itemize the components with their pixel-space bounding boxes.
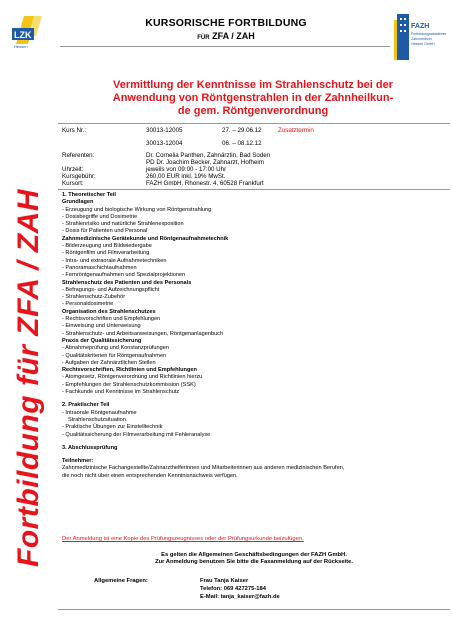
svg-text:Hessen: Hessen — [14, 44, 28, 49]
time-label: Uhrzeit: — [62, 166, 84, 173]
curriculum-item: - Qualitätssicherung der Filmverarbeitung mit Fehleranalyse — [62, 431, 211, 438]
svg-text:Zahnmedizin: Zahnmedizin — [411, 37, 432, 41]
curriculum-heading: 3. Abschlussprüfung — [62, 444, 118, 451]
subtitle-prefix: FÜR — [197, 35, 210, 41]
course-date: 06. – 08.12.12 — [222, 140, 262, 147]
curriculum-item: - Personaldosimetrie — [62, 301, 114, 308]
headline-line: Vermittlung der Kenntnisse im Strahlenschutz bei der — [113, 79, 393, 91]
details-divider — [58, 189, 450, 190]
speaker-1: Dr. Cornelia Panthen, Zahnärztin, Bad Soden — [146, 152, 271, 159]
curriculum-item: Strahlenschutzsituation — [68, 416, 126, 423]
curriculum-item: - Fernröntgenaufnahmen und Spezialprojektionen — [62, 272, 186, 279]
svg-text:FAZH: FAZH — [411, 23, 430, 30]
curriculum-item: - Rechtsvorschriften und Empfehlungen — [62, 316, 161, 323]
contact-email[interactable]: E-Mail: tanja_kaiser@fazh.de — [200, 594, 280, 600]
course-headline — [58, 79, 448, 118]
curriculum-item: Zahnmedizinische Fachangestellte/Zahnarzthelferinnen und Mitarbeiterinnen aus anderen medizinischen Berufen, — [62, 465, 345, 472]
curriculum-item: - Erzeugung und biologische Wirkung von Röntgenstrahlung — [62, 206, 212, 213]
curriculum-item: - Aufgaben der Zahnärztlichen Stellen — [62, 359, 156, 366]
curriculum-heading: Strahlenschutz des Patienten und des Personals — [62, 279, 192, 286]
curriculum-heading: Praxis der Qualitätssicherung — [62, 337, 142, 344]
curriculum-item: - Fachkunde und Kenntnisse im Strahlenschutz — [62, 389, 180, 396]
registration-line: Zur Anmeldung benutzen Sie bitte die Faxanmeldung auf der Rückseite. — [155, 559, 353, 565]
contact-phone: Telefon: 069 427275-184 — [200, 586, 266, 592]
curriculum-item: - Strahlenschutz- und Arbeitsanweisungen, Röntgenanlagenbuch — [62, 330, 224, 337]
curriculum-heading: Rechtsvorschriften, Richtlinien und Empfehlungen — [62, 367, 197, 374]
svg-text:LZK: LZK — [14, 30, 32, 40]
header-divider — [60, 46, 390, 47]
curriculum-item: - Panoramaschichtaufnahmen — [62, 264, 137, 271]
location-value: FAZH GmbH, Rhonestr. 4, 60528 Frankfurt — [146, 180, 264, 187]
curriculum-item: - Intraorale Röntgenaufnahme — [62, 409, 137, 416]
curriculum-item: die noch nicht über einen entsprechenden Kenntnisnachweis verfügen. — [62, 472, 238, 479]
curriculum-item: - Praktische Übungen zur Einstelltechnik — [62, 424, 163, 431]
curriculum-heading: Zahnmedizinische Gerätekunde und Röntgenaufnahmetechnik — [62, 235, 229, 242]
course-type-title: KURSORISCHE FORTBILDUNG — [145, 17, 307, 29]
terms-line: Es gelten die Allgemeinen Geschäftsbedingungen der FAZH GmbH. — [161, 552, 347, 558]
curriculum-item: - Einweisung und Unterweisung — [62, 323, 141, 330]
curriculum-item: - Empfehlungen der Strahlenschutzkommission (SSK) — [62, 381, 196, 388]
headline-line: Anwendung von Röntgenstrahlen in der Zahnheilkun- — [112, 92, 394, 104]
curriculum-heading: 1. Theoretischer Teil — [62, 192, 116, 198]
footer-divider — [58, 609, 450, 610]
curriculum-item: - Bilderzeugung und Bildwiedergabe — [62, 243, 152, 250]
headline-line: de gem. Röntgenverordnung — [177, 105, 329, 117]
curriculum — [62, 192, 442, 480]
svg-text:Hessen GmbH: Hessen GmbH — [411, 42, 435, 46]
curriculum-item: - Intra- und extraorale Aufnahmetechniken — [62, 257, 167, 264]
course-date: 27. – 29.06.12 — [222, 127, 262, 134]
curriculum-heading: Grundlagen — [62, 199, 94, 206]
course-number-label: Kurs Nr.: — [62, 127, 87, 134]
course-number: 30013-12004 — [146, 140, 183, 147]
speaker-2: PD Dr. Joachim Becker, Zahnarzt, Hofheim — [146, 159, 264, 166]
curriculum-item: - Atomgesetz, Röntgenverordnung und Richtlinien hierzu — [62, 374, 203, 381]
svg-text:Fortbildungsakademie: Fortbildungsakademie — [411, 32, 447, 36]
fazh-logo — [392, 10, 448, 64]
curriculum-heading: Organisation des Strahlenschutzes — [62, 308, 156, 315]
curriculum-heading: 2. Praktischer Teil — [62, 402, 110, 409]
fee-value: 260,00 EUR inkl. 19% MwSt. — [146, 173, 226, 180]
course-target-subtitle — [0, 31, 452, 41]
headline-divider — [58, 123, 450, 124]
course-number: 30013-12005 — [146, 127, 183, 134]
additional-date-badge: Zusatztermin — [278, 127, 314, 134]
location-label: Kursort: — [62, 180, 84, 187]
curriculum-item: - Abnahmeprüfung und Konstanzprüfungen — [62, 345, 169, 352]
curriculum-item: - Befragungs- und Aufzeichnungspflicht — [62, 286, 160, 293]
vertical-banner-text: Fortbildung für ZFA / ZAH — [12, 189, 45, 567]
curriculum-item: - Strahlenschutz-Zubehör — [62, 294, 126, 301]
fee-label: Kursgebühr: — [62, 173, 96, 180]
time-value: jeweils von 09:00 - 17:00 Uhr — [146, 166, 227, 173]
curriculum-item: - Röntgenfilm und Filmverarbeitung — [62, 250, 150, 257]
curriculum-item: - Qualitätskriterien für Röntgenaufnahmen — [62, 352, 167, 359]
contact-label: Allgemeine Fragen: — [94, 578, 148, 584]
curriculum-item: - Dosisbegriffe und Dosimetrie — [62, 213, 138, 220]
speakers-label: Referenten: — [62, 152, 95, 159]
subtitle-main: ZFA / ZAH — [212, 31, 255, 41]
curriculum-item: - Dosis für Patienten und Personal — [62, 228, 148, 235]
curriculum-item: - Strahlenrisiko und natürliche Strahlenexposition — [62, 221, 184, 228]
registration-notice: Der Anmeldung ist eine Kopie des Prüfungszeugnisses oder der Prüfungsurkunde beizufügen. — [62, 536, 304, 542]
curriculum-heading: Teilnehmer: — [62, 458, 94, 465]
contact-name: Frau Tanja Kaiser — [200, 578, 249, 584]
vertical-banner — [6, 118, 52, 638]
